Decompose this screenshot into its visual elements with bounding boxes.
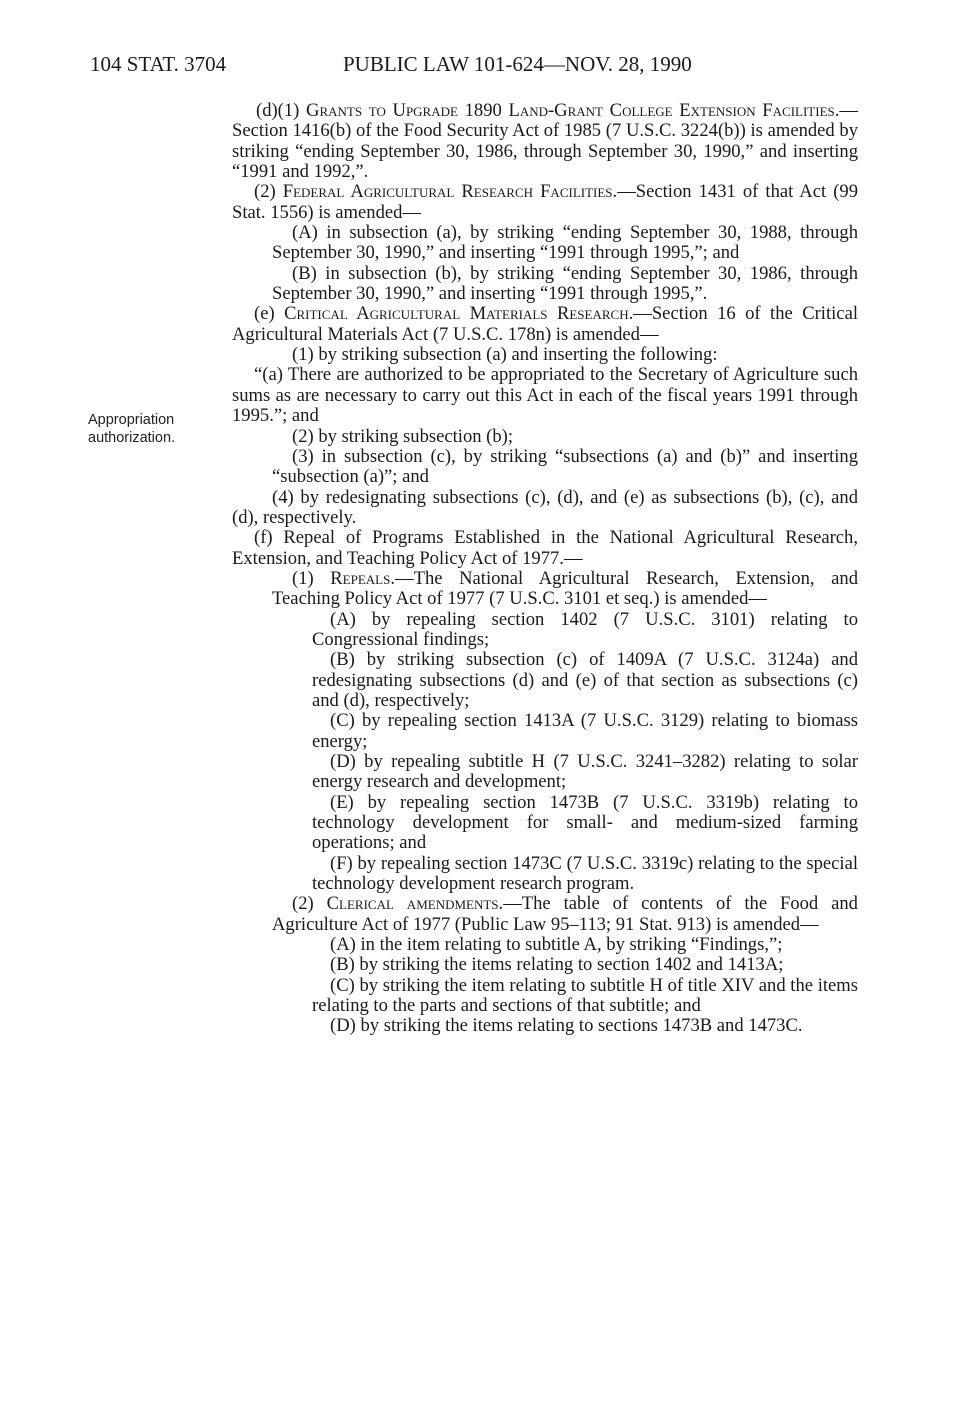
paragraph-e1: (1) by striking subsection (a) and inserting the following: (292, 344, 718, 366)
paragraph-d1 (232, 101, 858, 182)
paragraph-f1-B: (B) by striking subsection (c) of 1409A (7 U.S.C. 3124a) and redesignating subsections (d) and (e) of that section as subsections (c) and (d), respectively; (312, 649, 858, 711)
f1-label: (1) (292, 567, 331, 589)
margin-note (88, 411, 228, 447)
f1-heading: Repeals. (330, 567, 396, 589)
paragraph-f: (f) Repeal of Programs Established in the National Agricultural Research, Extension, and Teaching Policy Act of 1977.— (232, 527, 858, 569)
d1-label: (d)(1) (256, 100, 307, 121)
paragraph-e4: (4) by redesignating subsections (c), (d), and (e) as subsections (b), (c), and (d), respectively. (232, 486, 858, 528)
paragraph-e3: (3) in subsection (c), by striking “subsections (a) and (b)” and inserting “subsection (a)”; and (272, 445, 858, 488)
e-text: —Section 16 of the Critical Agricultural Materials Act (7 U.S.C. 178n) is amended— (232, 303, 858, 345)
d2-text: —Section 1431 of that Act (99 Stat. 1556) is amended— (232, 181, 858, 223)
paragraph-e2: (2) by striking subsection (b); (292, 425, 514, 447)
d1-text: —Section 1416(b) of the Food Security Act of 1985 (7 U.S.C. 3224(b)) is amended by striking “ending September 30, 1986, through September 30, 1990,” and inserting “1991 and 1992,”. (232, 100, 858, 183)
paragraph-f1-E: (E) by repealing section 1473B (7 U.S.C. 3319b) relating to technology development for small- and medium-sized farming operations; and (312, 791, 858, 854)
d1-heading: Grants to Upgrade 1890 Land-Grant College Extension Facilities. (306, 100, 840, 121)
paragraph-f2-B: (B) by striking the items relating to section 1402 and 1413A; (330, 954, 784, 976)
paragraph-f1-F: (F) by repealing section 1473C (7 U.S.C. 3319c) relating to the special technology development research program. (312, 852, 858, 895)
d2-label: (2) (254, 181, 283, 203)
e-label: (e) (254, 303, 285, 325)
paragraph-f1-A: (A) by repealing section 1402 (7 U.S.C. 3101) relating to Congressional findings; (312, 608, 858, 650)
paragraph-f1-C: (C) by repealing section 1413A (7 U.S.C. 3129) relating to biomass energy; (312, 710, 858, 752)
paragraph-f1 (232, 569, 858, 610)
d2-heading: Federal Agricultural Research Facilities. (282, 181, 618, 203)
paragraph-d2-B: (B) in subsection (b), by striking “ending September 30, 1986, through September 30, 1990,” and inserting “1991 through 1995,”. (272, 262, 858, 305)
paragraph-e (232, 304, 858, 345)
f2-text: —The table of contents of the Food and Agriculture Act of 1977 (Public Law 95–113; 91 Stat. 913) is amended— (272, 893, 858, 935)
paragraph-f2-D: (D) by striking the items relating to sections 1473B and 1473C. (330, 1015, 803, 1037)
paragraph-f2-C: (C) by striking the item relating to subtitle H of title XIV and the items relating to the parts and sections of that subtitle; and (312, 974, 858, 1017)
f2-label: (2) (292, 893, 327, 915)
f2-heading: Clerical amendments. (326, 893, 504, 915)
paragraph-e1-quote: “(a) There are authorized to be appropriated to the Secretary of Agriculture such sums as are necessary to carry out this Act in each of the fiscal years 1991 through 1995.”; and (232, 364, 858, 427)
statute-page-number: 104 STAT. 3704 (90, 52, 227, 76)
statute-body (232, 101, 858, 1037)
paragraph-d2-A: (A) in subsection (a), by striking “ending September 30, 1988, through September 30, 1990,” and inserting “1991 through 1995,”; and (272, 222, 858, 264)
paragraph-f2 (232, 894, 858, 935)
f1-text: —The National Agricultural Research, Extension, and Teaching Policy Act of 1977 (7 U.S.C. 3101 et seq.) is amended— (272, 567, 858, 610)
paragraph-f1-D: (D) by repealing subtitle H (7 U.S.C. 3241–3282) relating to solar energy research and development; (312, 751, 858, 793)
e-heading: Critical Agricultural Materials Research. (284, 303, 634, 325)
paragraph-d2 (232, 182, 858, 223)
margin-note-line-1: Appropriation (88, 412, 175, 428)
public-law-title: PUBLIC LAW 101-624—NOV. 28, 1990 (343, 52, 692, 76)
paragraph-f2-A: (A) in the item relating to subtitle A, by striking “Findings,”; (330, 934, 783, 956)
margin-note-line-2: authorization. (88, 430, 176, 446)
page-header (0, 52, 957, 82)
